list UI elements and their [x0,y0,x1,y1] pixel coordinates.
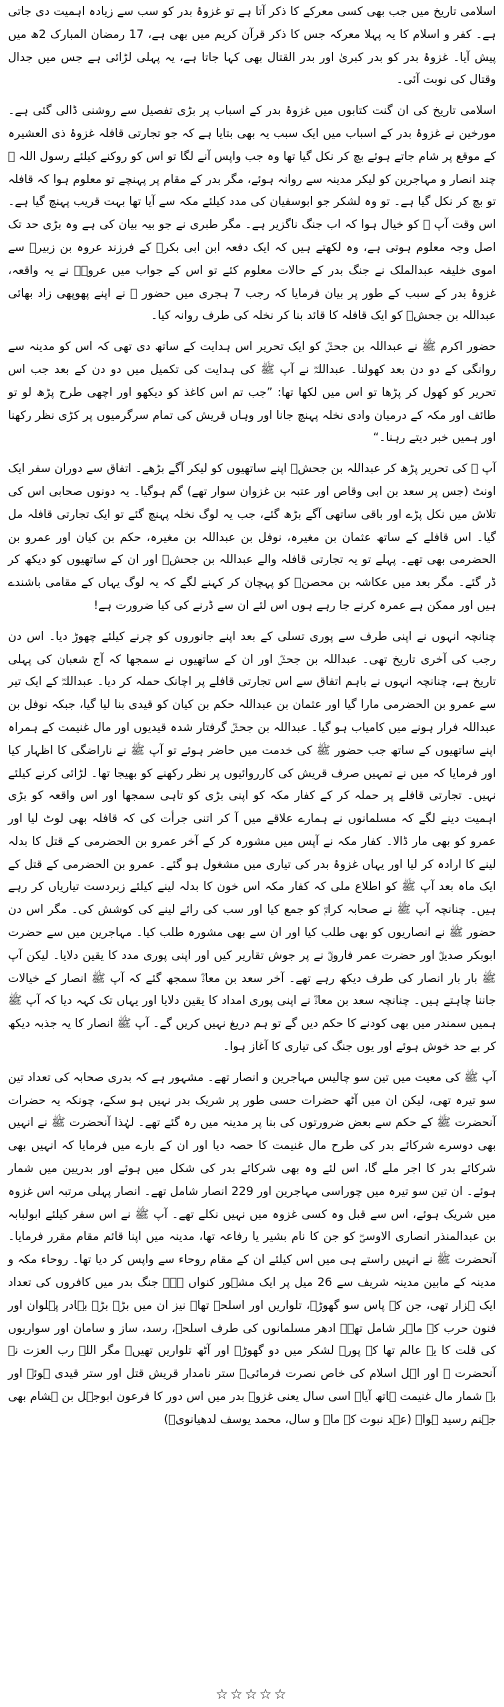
article-paragraph-3: حضور اکرم ﷺ نے عبداللہ بن جحشؓ کو ایک تحریر اس ہدایت کے ساتھ دی تھی کہ اس کو مدینہ سے روانگی کے دو دن بعد کھولنا۔ عبداللہؓ نے آپ ﷺ کی ہدایت کی تکمیل میں دو دن کے بعد جب اس تحریر کو کھول کر پڑھا تو اس میں لکھا تھا: ”جب تم اس کاغذ کو دیکھو اور اچھی طرح پڑھ لو تو طائف اور مکہ کے درمیان وادی نخلہ پہنچ جانا اور وہاں قریش کی تمام سرگرمیوں پر کڑی نظر رکھنا اور ہمیں خبر دیتے رہنا۔“ [8,339,496,445]
section-separator-stars [0,1687,504,1703]
article-paragraph-2: اسلامی تاریخ کی ان گنت کتابوں میں غزوۂ بدر کے اسباب پر بڑی تفصیل سے روشنی ڈالی گئی ہے۔ مورخین نے غزوۂ بدر کے اسباب میں ایک سبب یہ بھی بتایا ہے کہ جو تجارتی قافلہ غزوۂ ذی العشیرہ کے موقع پر شام جاتے ہوئے بچ کر نکل گیا تھا وہ جب واپس آنے لگا تو اس کو روکنے کیلئے رسول اللہ ﷺ چند انصار و مہاجرین کو لیکر مدینہ سے روانہ ہوئے، مگر بدر کے مقام پر پہنچے تو معلوم ہوا کہ قافلہ تو بچ کر نکل گیا ہے۔ تو وہ لشکر جو ابوسفیان کی مدد کیلئے مکہ سے آیا تھا بہت قریب پہنچ گیا ہے۔ اس وقت آپ ﷺ کو خیال ہوا کہ اب جنگ ناگزیر ہے۔ مگر طبری نے جو بیہ بیان کی ہے وہ بڑی حد تک اصل وجہ معلوم ہوتی ہے، وہ لکھتے ہیں کہ ایک دفعہ ابن ابی بکرؓ کے فرزند عروہ بن زبیرؓ سے اموی خلیفہ عبدالملک نے جنگ بدر کے حالات معلوم کئے تو اس کے جواب میں عروہؓ نے یہ واقعہ، غزوۂ بدر کے سبب کے طور پر بیان فرمایا کہ رجب 7 ہجری میں حضور ﷺ نے اپنے پھوپھی زاد بھائی عبداللہ بن جحشؓ کو ایک قافلہ کا قائد بنا کر نخلہ کی طرف روانہ کیا۔ [8,103,496,323]
article-paragraph-4: آپ ﷺ کی تحریر پڑھ کر عبداللہ بن جحشؓ اپنے ساتھیوں کو لیکر آگے بڑھے۔ اتفاق سے دوران سفر ایک اونٹ (جس پر سعد بن ابی وقاص اور عتبہ بن غزوان سوار تھے) گم ہوگیا۔ یہ دونوں صحابی اس کی تلاش میں نکل پڑے اور باقی ساتھی آگے بڑھ گئے، جب یہ لوگ نخلہ پہنچ گئے تو ایک تجارتی قافلہ مل گیا۔ اس قافلے کے ساتھ عثمان بن مغیرہ، نوفل بن عبداللہ بن مغیرہ، حکم بن کیان اور عمرو بن الحضرمی بھی تھے۔ پہلے تو یہ تجارتی قافلہ والے عبداللہ بن جحشؓ اور ان کے ساتھیوں کو دیکھ کر ڈر گئے۔ مگر بعد میں عکاشہ بن محصنؓ کو پہچان کر کہنے لگے کہ یہ لوگ یہاں کے مقامی باشندے ہیں اور ممکن ہے عمرہ کرنے جا رہے ہوں اس لئے ان سے ڈرنے کی کیا ضرورت ہے! [8,461,496,612]
stars-text: ☆☆☆☆☆ [215,1687,289,1703]
article-paragraph-5: چنانچہ انہوں نے اپنی طرف سے پوری تسلی کے بعد اپنے جانوروں کو چرنے کیلئے چھوڑ دیا۔ اس دن رجب کی آخری تاریخ تھی۔ عبداللہ بن جحشؓ اور ان کے ساتھیوں نے سمجھا کہ آج شعبان کی پہلی تاریخ ہے، چنانچہ انہوں نے باہم اتفاق سے اس تجارتی قافلے پر اچانک حملہ کر دیا۔ عبداللہؓ کے ایک تیر سے عمرو بن الحضرمی مارا گیا اور عثمان بن عبداللہ حکم بن کیان کو قیدی بنا لیا گیا، جبکہ نوفل بن عبداللہ فرار ہونے میں کامیاب ہو گیا۔ عبداللہ بن جحشؓ گرفتار شدہ قیدیوں اور مال غنیمت کے ہمراہ اپنے ساتھیوں کے ساتھ جب حضور ﷺ کی خدمت میں حاضر ہوئے تو آپ ﷺ نے ناراضگی کا اظہار کیا اور فرمایا کہ میں نے تمہیں صرف قریش کی کارروائیوں پر نظر رکھنے کو بھیجا تھا۔ لڑائی کرنے کیلئے نہیں۔ تجارتی قافلے پر حملہ کر کے کفار مکہ کو اپنی بڑی کو تاہی سمجھا اور اس واقعہ کو بڑی اہمیت دینے لگے کہ مسلمانوں نے ہمارے علاقے میں آ کر اتنی جرأت کی کہ قافلہ بھی لوٹ لیا اور عمرو کو بھی مار ڈالا۔ کفار مکہ نے آپس میں مشورہ کر کے آخر عمرو بن الحضرمی کے قتل کا بدلہ لینے کا ارادہ کر لیا اور یہاں غزوۂ بدر کی تیاری میں مشغول ہو گئے۔ عمرو بن الحضرمی کے قتل کے ایک ماہ بعد آپ ﷺ کو اطلاع ملی کہ کفار مکہ اس خون کا بدلہ لینے کیلئے زبردست تیاریاں کر رہے ہیں۔ چنانچہ آپ ﷺ نے صحابہ کرامؓ کو جمع کیا اور سب کی رائے لینے کی کوشش کی۔ مگر اس دن حضور ﷺ نے انصاریوں کو بھی طلب کیا اور ان سے بھی مشورہ طلب کیا۔ مہاجرین میں سے حضرت ابوبکر صدیقؓ اور حضرت عمر فاروقؓ نے پر جوش تقاریر کیں اور اپنی پوری مدد کا یقین دلایا۔ لیکن آپ ﷺ بار بار انصار کی طرف دیکھ رہے تھے۔ آخر سعد بن معاذؓ سمجھ گئے کہ آپ ﷺ انصار کے خیالات جاننا چاہتے ہیں۔ چنانچہ سعد بن معاذؓ نے اپنی پوری امداد کا یقین دلایا اور یہاں تک کہہ دیا کہ آپ ﷺ ہمیں سمندر میں بھی کودنے کا حکم دیں گے تو ہم دریغ نہیں کریں گے۔ آپ ﷺ انصار کا یہ جذبہ دیکھ کر بے حد خوش ہوئے اور یوں جنگ کی تیاری کا آغاز ہوا۔ [8,628,496,1054]
article-paragraph-6: آپ ﷺ کی معیت میں تین سو چالیس مہاجرین و انصار تھے۔ مشہور ہے کہ بدری صحابہ کی تعداد تین سو تیرہ تھی، لیکن ان میں آٹھ حضرات حسی طور پر شریک بدر نہیں ہو سکے، چونکہ یہ حضرات آنحضرت ﷺ کے حکم سے بعض ضرورتوں کی بنا پر مدینہ میں رہ گئے تھے۔ لہٰذا آنحضرت ﷺ نے انہیں بھی دوسرے شرکائے بدر کی طرح مال غنیمت کا حصہ دیا اور ان کے بارے میں فرمایا کہ انہیں بھی شرکائے بدر کا اجر ملے گا، اس لئے وہ بھی شرکائے بدر کی شکل میں ہوئے اور بدریین میں شمار ہوئے۔ ان تین سو تیرہ میں چوراسی مہاجرین اور 229 انصار شامل تھے۔ انصار پہلی مرتبہ اس غزوہ میں شریک ہوئے، اس سے قبل وہ کسی غزوہ میں نہیں نکلے تھے۔ آپ ﷺ نے اس سفر کیلئے ابولبابہ بن عبدالمنذر انصاری الاوسیؓ کو جن کا نام بشیر یا رفاعہ تھا، مدینہ میں اپنا قائم مقام مقرر فرمایا۔ آنحضرت ﷺ نے انہیں راستے ہی میں اس کیلئے ان کے مقام روحاء سے واپس کر دیا تھا۔ روحاء مکہ و مدینہ کے مابین مدینہ شریف سے 26 میل پر ایک مشہور کنواں ہے۔ جنگ بدر میں کافروں کی تعداد ایک ہزار تھی، جن کے پاس سو گھوڑے، تلواریں اور اسلحہ تھا۔ نیز ان میں بڑے بڑے بہادر پہلوان اور فنون حرب کے ماہر شامل تھے۔ ادھر مسلمانوں کی طرف اسلحہ، رسد، ساز و سامان اور سواریوں کی قلت کا یہ عالم تھا کہ پورے لشکر میں دو گھوڑے اور آٹھ تلواریں تھیں۔ مگر اللہ رب العزت نے آنحضرت ﷺ اور اہل اسلام کی خاص نصرت فرمائی۔ ستر نامدار قریش قتل اور ستر قیدی ہوئے اور بے شمار مال غنیمت ہاتھ آیا۔ اسی سال یعنی غزوۂ بدر میں اس دور کا فرعون ابوجہل بن ہشام بھی جہنم رسید ہوا۔ (عہد نبوت کے ماہ و سال، محمد یوسف لدھیانویؒ) [8,1069,497,1426]
article-paragraph-1: اسلامی تاریخ میں جب بھی کسی معرکے کا ذکر آتا ہے تو غزوۂ بدر کو سب سے زیادہ اہمیت دی جاتی ہے۔ کفر و اسلام کا یہ پہلا معرکہ جس کا ذکر قرآن کریم میں بھی ہے، 17 رمضان المبارک 2ھ میں پیش آیا۔ غزوۂ بدر کو بدر کبریٰ اور بدر القتال بھی کہا جاتا ہے، یہ پہلی لڑائی ہے جس میں جدال وقتال کی نوبت آئی۔ [8,4,496,87]
